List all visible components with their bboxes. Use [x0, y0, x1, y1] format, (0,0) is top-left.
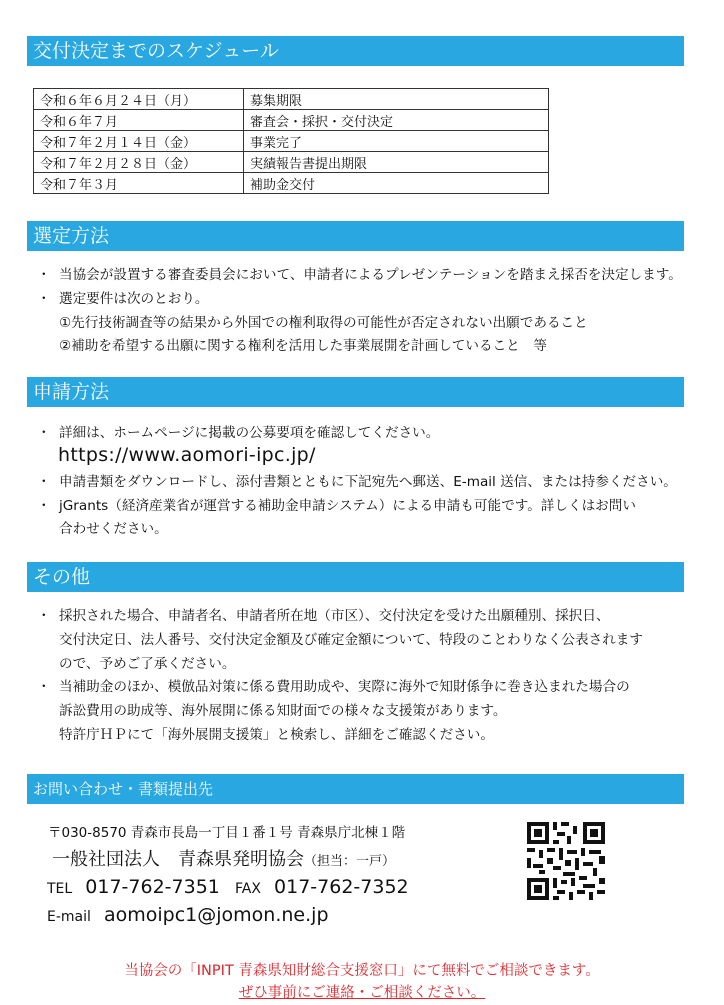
bullet: ・: [37, 498, 51, 514]
table-row: [34, 89, 549, 110]
contact-request: ぜひ事前にご連絡・ご相談ください。: [238, 985, 486, 1001]
fax-number: 017-762-7352: [274, 876, 409, 898]
section-heading-other: その他: [27, 562, 684, 592]
schedule-event: 補助金交付: [244, 173, 549, 194]
tel-number: 017-762-7351: [85, 876, 220, 898]
bullet: ・: [37, 679, 51, 695]
consultation-notice: 当協会の「INPIT 青森県知財総合支援窓口」にて無料でご相談できます。: [124, 963, 600, 979]
table-row: [34, 152, 549, 173]
schedule-event: 審査会・採択・交付決定: [244, 110, 549, 131]
bullet: ・: [37, 425, 51, 441]
section-heading-contact: お問い合わせ・書類提出先: [27, 774, 684, 804]
schedule-event: 実績報告書提出期限: [244, 152, 549, 173]
bullet: ・: [37, 474, 51, 490]
email-label: E-mail: [47, 909, 91, 925]
schedule-event: 募集期限: [244, 89, 549, 110]
email: [47, 904, 329, 926]
organization-name: 一般社団法人 青森県発明協会: [52, 849, 304, 870]
phone-fax: [47, 876, 409, 898]
postal-address: 〒030-8570 青森市長島一丁目１番１号 青森県庁北棟１階: [48, 825, 406, 841]
schedule-date: 令和７年３月: [34, 173, 244, 194]
tel-label: TEL: [47, 881, 73, 897]
schedule-event: 事業完了: [244, 131, 549, 152]
qr-code-icon[interactable]: [523, 818, 609, 904]
schedule-date: 令和６年７月: [34, 110, 244, 131]
schedule-date: 令和７年２月１４日（金）: [34, 131, 244, 152]
section-heading-application: 申請方法: [27, 377, 684, 407]
schedule-date: 令和７年２月２８日（金）: [34, 152, 244, 173]
schedule-table: [33, 88, 549, 194]
section-heading-selection: 選定方法: [27, 221, 684, 251]
fax-label: FAX: [235, 881, 261, 897]
table-row: [34, 173, 549, 194]
section-heading-schedule: 交付決定までのスケジュール: [27, 36, 684, 66]
email-address[interactable]: aomoipc1@jomon.ne.jp: [104, 904, 329, 926]
bullet: ・: [37, 291, 51, 307]
table-row: [34, 131, 549, 152]
website-link[interactable]: https://www.aomori-ipc.jp/: [58, 444, 316, 466]
organization: [52, 845, 395, 871]
contact-person: （担当：一戸）: [304, 854, 396, 869]
table-row: [34, 110, 549, 131]
bullet: ・: [37, 608, 51, 624]
bullet: ・: [37, 267, 51, 283]
schedule-date: 令和６年６月２４日（月）: [34, 89, 244, 110]
